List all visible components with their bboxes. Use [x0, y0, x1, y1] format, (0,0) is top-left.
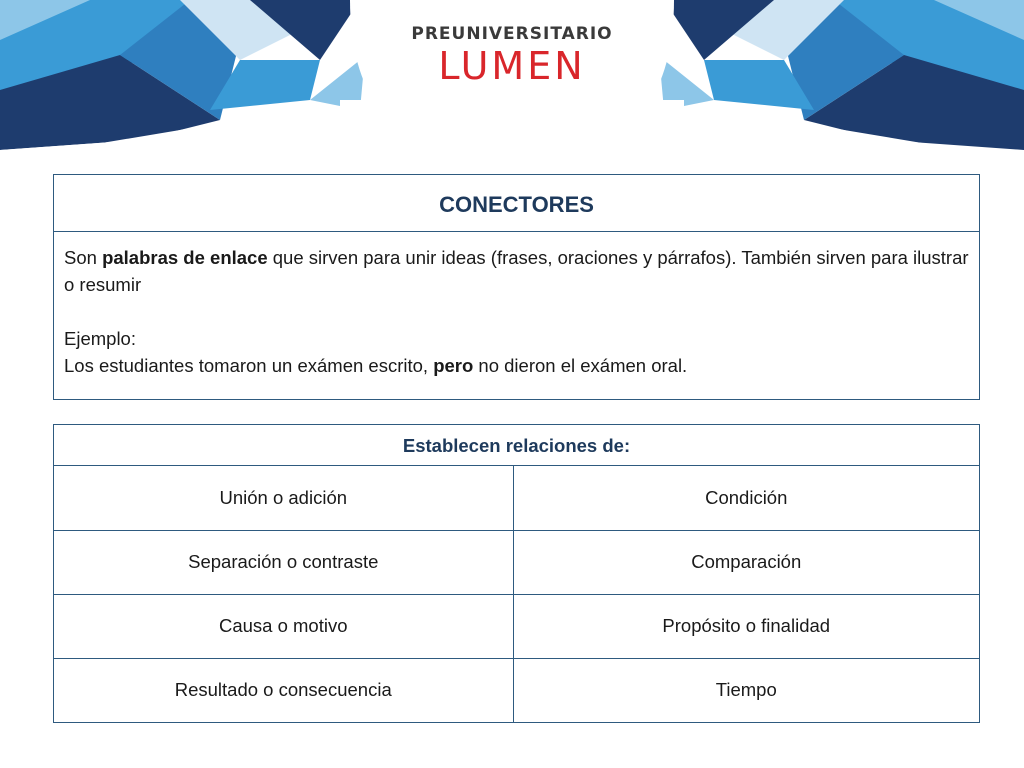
example-suffix: no dieron el exámen oral.	[473, 355, 688, 376]
table-cell: Unión o adición	[54, 466, 513, 530]
table-row	[54, 658, 979, 722]
table-cell: Separación o contraste	[54, 530, 513, 594]
definition-text-prefix: Son	[64, 247, 103, 268]
table-cell: Propósito o finalidad	[513, 594, 979, 658]
table-cell: Condición	[705, 486, 788, 508]
table-cell: Causa o motivo	[54, 594, 513, 658]
relations-box	[53, 424, 980, 723]
example-label: Ejemplo:	[64, 328, 136, 349]
table-cell: Comparación	[513, 530, 979, 594]
definition-text-suffix: que sirven para unir ideas (frases, oraciones y párrafos). También sirven para ilustrar o resumir	[64, 247, 969, 295]
brand-top-text: PREUNIVERSITARIO	[411, 24, 613, 44]
brand-main-text: LUMEN	[438, 44, 586, 88]
example-sentence	[64, 352, 969, 379]
relations-table	[54, 466, 979, 722]
table-cell: Resultado o consecuencia	[54, 658, 513, 722]
definition-text-bold: palabras de enlace	[102, 247, 268, 268]
example-bold: pero	[433, 355, 474, 376]
table-row	[54, 530, 979, 594]
example-prefix: Los estudiantes tomaron un exámen escrito,	[64, 355, 434, 376]
table-row	[54, 466, 979, 530]
definition-paragraph	[64, 244, 969, 298]
relations-title: Establecen relaciones de:	[54, 425, 979, 466]
definition-body	[54, 232, 979, 379]
definition-title: CONECTORES	[54, 175, 979, 232]
table-row	[54, 594, 979, 658]
brand-logo	[0, 24, 1024, 86]
table-cell: Tiempo	[513, 658, 979, 722]
definition-box	[53, 174, 980, 400]
